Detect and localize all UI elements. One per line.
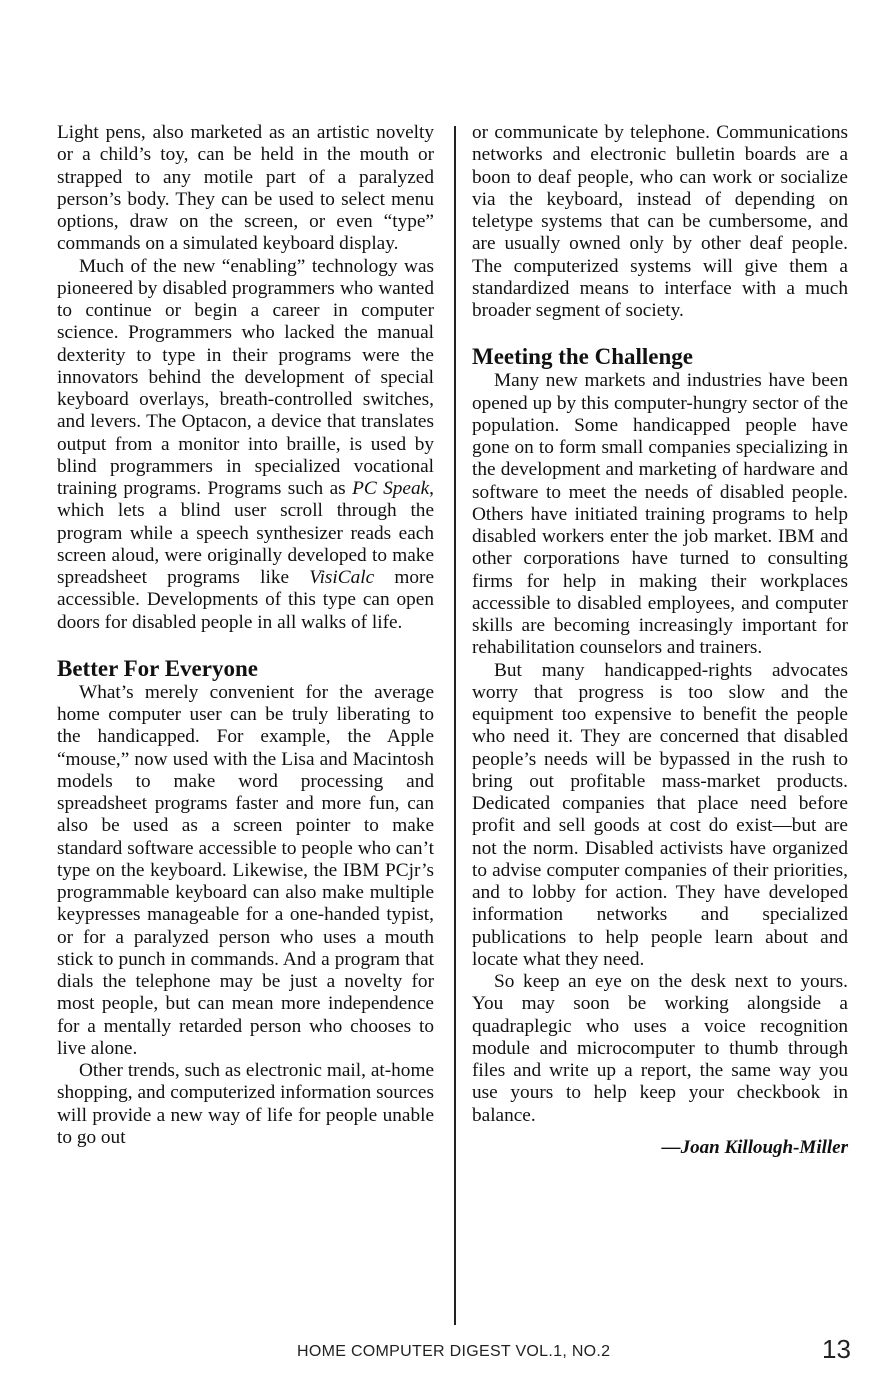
- left-column: [57, 122, 434, 1149]
- right-column: [472, 122, 848, 1159]
- paragraph: So keep an eye on the desk next to yours. You may soon be working alongside a quadraplegic who uses a voice recognition module and microcomputer to thumb through files and write up a report, the same way you use yours to help keep your checkbook in balance.: [472, 971, 848, 1126]
- author-signature: —Joan Killough-Miller: [661, 1136, 848, 1158]
- italic-title: VisiCalc: [309, 567, 375, 588]
- publication-footer: HOME COMPUTER DIGEST VOL.1, NO.2: [297, 1343, 611, 1360]
- page-number: 13: [822, 1334, 851, 1364]
- paragraph: or communicate by telephone. Communications networks and electronic bulletin boards are a boon to deaf people, who can work or socialize via the keyboard, instead of depending on teletype systems that can be cumbersome, and are usually owned only by other deaf people. The computerized systems will give them a standardized means to interface with a much broader segment of society.: [472, 122, 848, 321]
- paragraph: Light pens, also marketed as an artistic novelty or a child’s toy, can be held in the mouth or strapped to any motile part of a paralyzed person’s body. They can be used to select menu options, draw on the screen, or even “type” commands on a simulated keyboard display.: [57, 122, 434, 255]
- column-divider: [454, 126, 456, 1325]
- section-heading: Meeting the Challenge: [472, 344, 694, 370]
- paragraph: Other trends, such as electronic mail, at-home shopping, and computerized information sources will provide a new way of life for people unable to go out: [57, 1060, 434, 1148]
- paragraph: Many new markets and industries have been opened up by this computer-hungry sector of the population. Some handicapped people have gone on to form small companies specializing in the development and marketing of hardware and software to meet the needs of disabled people. Others have initiated training programs to help disabled workers enter the job market. IBM and other corporations have turned to consulting firms for help in making their workplaces accessible to disabled employees, and computer skills are becoming increasingly important for rehabilitation counselors and trainers.: [472, 370, 848, 659]
- paragraph: But many handicapped-rights advocates worry that progress is too slow and the equipment too expensive to benefit the people who need it. They are concerned that disabled people’s needs will be bypassed in the rush to bring out profitable mass-market products. Dedicated companies that place need before profit and sell goods at cost do exist—but are not the norm. Disabled activists have organized to advise computer companies of their priorities, and to lobby for action. They have developed information networks and specialized publications to help people learn about and locate what they need.: [472, 659, 848, 970]
- italic-title: PC Speak: [352, 478, 430, 499]
- paragraph: What’s merely convenient for the average home computer user can be truly liberating to the handicapped. For example, the Apple “mouse,” now used with the Lisa and Macintosh models to make word processing and spreadsheet programs faster and more fun, can also be used as a screen pointer to make standard software accessible to people who can’t type on the keyboard. Likewise, the IBM PCjr’s programmable keyboard can also make multiple keypresses manageable for a one-handed typist, or for a paralyzed person who uses a mouth stick to punch in commands. And a program that dials the telephone may be just a novelty for most people, but can mean more independence for a mentally retarded person who chooses to live alone.: [57, 681, 434, 1059]
- section-heading: Better For Everyone: [57, 655, 258, 681]
- paragraph: Much of the new “enabling” technology was pioneered by disabled programmers who wanted to continue or begin a career in computer science. Programmers who lacked the manual dexterity to type in their programs were the innovators behind the development of special keyboard overlays, breath-controlled switches, and levers. The Optacon, a device that translates output from a monitor into braille, is used by blind programmers in specialized vocational training programs. Programs such as PC Speak, which lets a blind user scroll through the program while a speech synthesizer reads each screen aloud, were originally developed to make spreadsheet programs like VisiCalc more accessible. Developments of this type can open doors for disabled people in all walks of life.: [57, 255, 434, 633]
